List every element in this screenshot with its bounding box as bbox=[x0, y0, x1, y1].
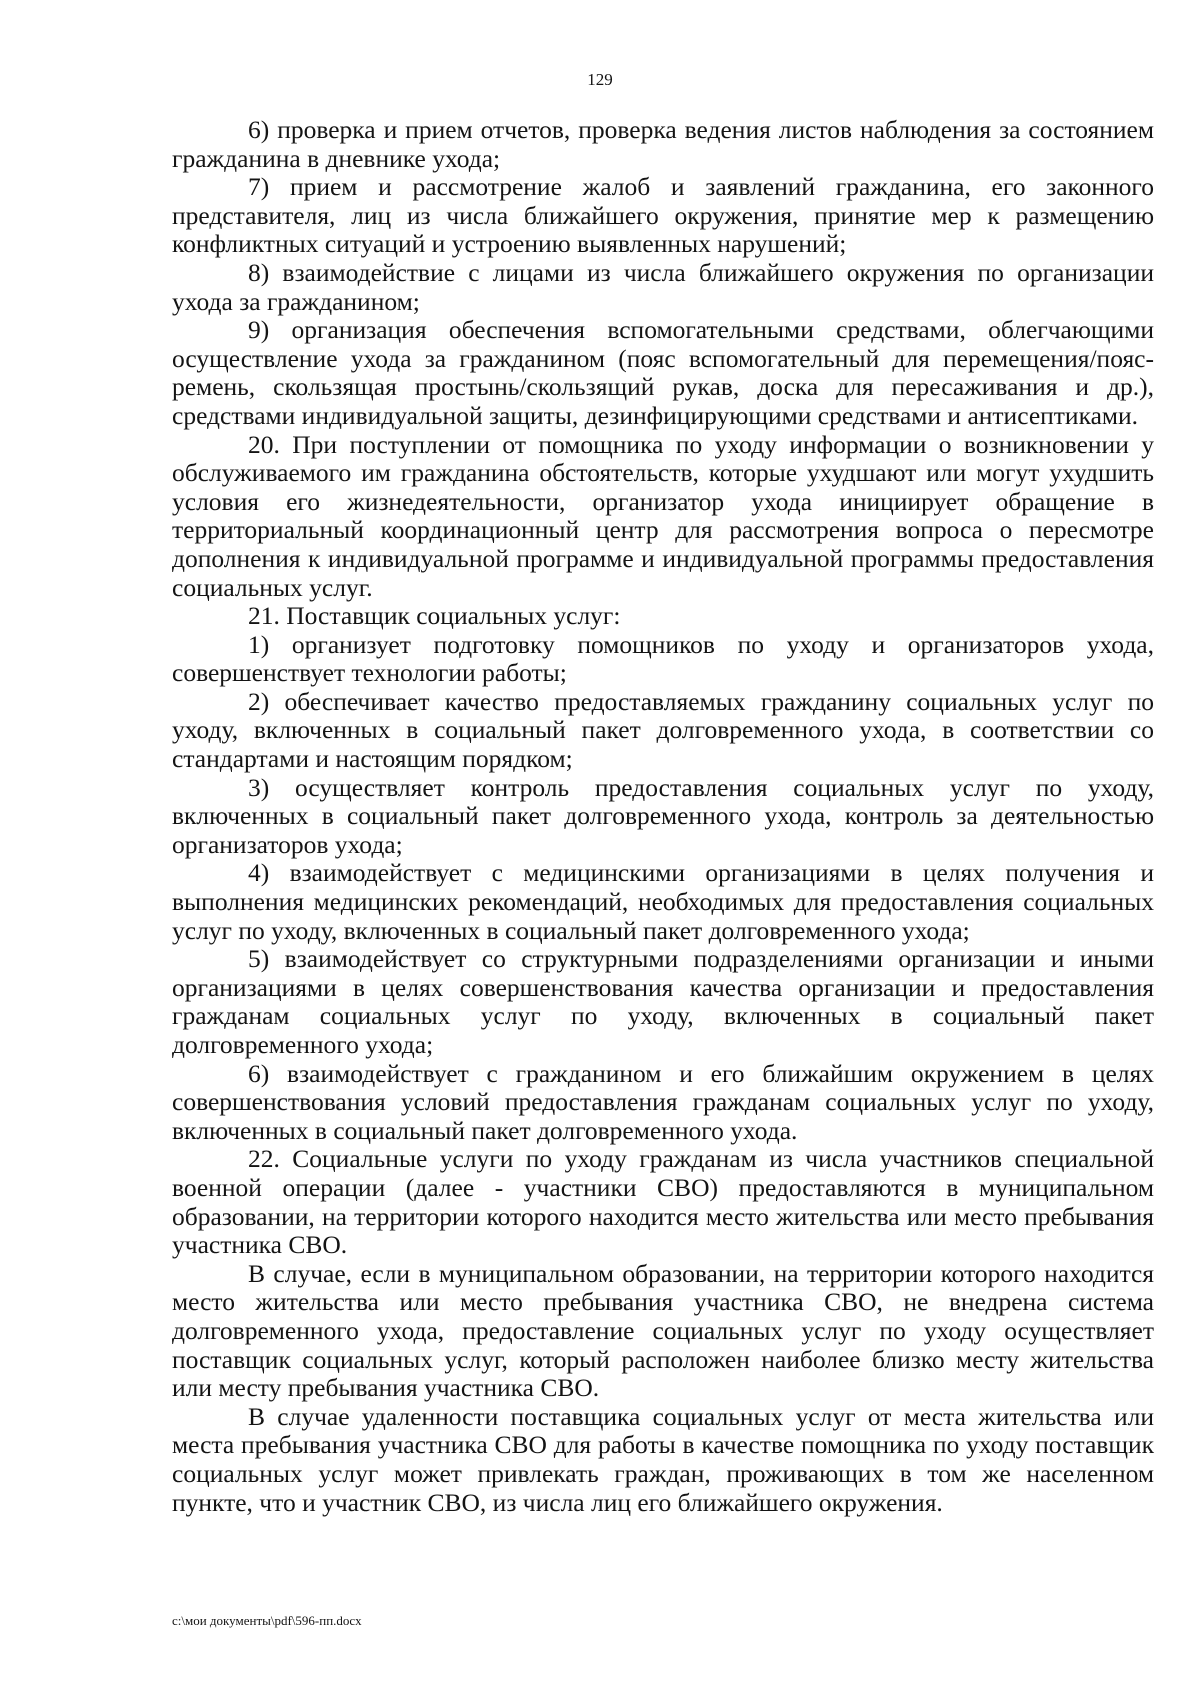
paragraph-item-9-aids: 9) организация обеспечения вспомогательными средствами, облегчающими осуществление ухода за гражданином (пояс вспомогательный для перемещения/пояс-ремень, скользящая простынь/скользящий рукав, доска для пересаживания и др.), средствами индивидуальной защиты, дезинфицирующими средствами и антисептиками. bbox=[172, 315, 1154, 430]
paragraph-clause-21: 21. Поставщик социальных услуг: bbox=[248, 601, 621, 631]
paragraph-item-6-check-reports: 6) проверка и прием отчетов, проверка ведения листов наблюдения за состоянием гражданина в дневнике ухода; bbox=[172, 115, 1154, 173]
page-number: 129 bbox=[587, 70, 613, 89]
paragraph-clause-21-item-2: 2) обеспечивает качество предоставляемых гражданину социальных услуг по уходу, включенных в социальный пакет долговременного ухода, в соответствии со стандартами и настоящим порядком; bbox=[172, 686, 1154, 774]
paragraph-clause-21-item-3: 3) осуществляет контроль предоставления социальных услуг по уходу, включенных в социальный пакет долговременного ухода, контроль за деятельностью организаторов ухода; bbox=[172, 772, 1154, 859]
paragraph-clause-21-item-6: 6) взаимодействует с гражданином и его ближайшим окружением в целях совершенствования условий предоставления гражданам социальных услуг по уходу, включенных в социальный пакет долговременного ухода. bbox=[172, 1058, 1154, 1145]
paragraph-clause-21-item-5: 5) взаимодействует со структурными подразделениями организации и иными организациями в целях совершенствования качества организации и предоставления гражданам социальных услуг по уходу, включенных в социальный пакет долговременного ухода; bbox=[172, 944, 1154, 1059]
paragraph-clause-22: 22. Социальные услуги по уходу гражданам из числа участников специальной военной операции (далее - участники СВО) предоставляются в муниципальном образовании, на территории которого находится место жительства или место пребывания участника СВО. bbox=[172, 1144, 1154, 1260]
paragraph-clause-20: 20. При поступлении от помощника по уходу информации о возникновении у обслуживаемого им гражданина обстоятельств, которые ухудшают или могут ухудшить условия его жизнедеятельности, организатор ухода инициирует обращение в территориальный координационный центр для рассмотрения вопроса о пересмотре дополнения к индивидуальной программе и индивидуальной программы предоставления социальных услуг. bbox=[172, 429, 1154, 602]
paragraph-clause-22-case-no-system: В случае, если в муниципальном образовании, на территории которого находится место жительства или место пребывания участника СВО, не внедрена система долговременного ухода, предоставление социальных услуг по уходу осуществляет поставщик социальных услуг, который расположен наиболее близко месту жительства или месту пребывания участника СВО. bbox=[172, 1258, 1154, 1403]
footer-file-path: c:\мои документы\pdf\596-пп.docx bbox=[172, 1613, 362, 1628]
paragraph-item-8-interaction: 8) взаимодействие с лицами из числа ближайшего окружения по организации ухода за гражданином; bbox=[172, 257, 1154, 316]
paragraph-item-7-complaints: 7) прием и рассмотрение жалоб и заявлений гражданина, его законного представителя, лиц из числа ближайшего окружения, принятие мер к размещению конфликтных ситуаций и устроению выявленных нарушений; bbox=[172, 172, 1154, 259]
paragraph-clause-21-item-1: 1) организует подготовку помощников по уходу и организаторов ухода, совершенствует технологии работы; bbox=[172, 629, 1154, 688]
paragraph-clause-21-item-4: 4) взаимодействует с медицинскими организациями в целях получения и выполнения медицинских рекомендаций, необходимых для предоставления социальных услуг по уходу, включенных в социальный пакет долговременного ухода; bbox=[172, 858, 1154, 945]
paragraph-clause-22-case-remote: В случае удаленности поставщика социальных услуг от места жительства или места пребывания участника СВО для работы в качестве помощника по уходу поставщик социальных услуг может привлекать граждан, проживающих в том же населенном пункте, что и участник СВО, из числа лиц его ближайшего окружения. bbox=[172, 1401, 1154, 1517]
document-body bbox=[172, 116, 1154, 1517]
